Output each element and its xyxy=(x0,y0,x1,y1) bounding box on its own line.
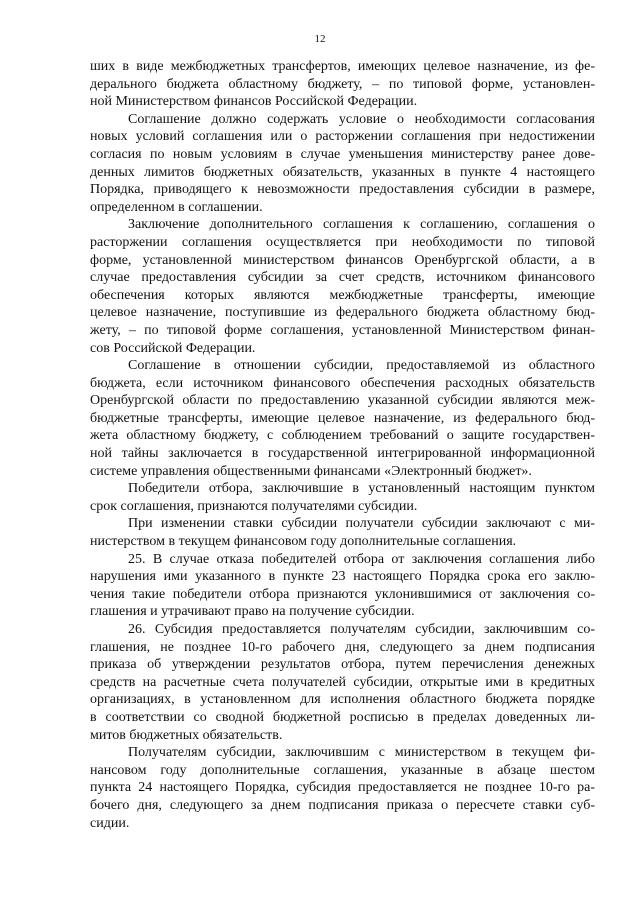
text-line: нансовом году дополнительные соглашения, указанные в абзаце шестом xyxy=(90,762,595,778)
paragraph xyxy=(90,515,595,550)
text-line: обеспечения которых являются межбюджетные трансферты, имеющие xyxy=(90,287,595,303)
text-line: чения такие победители отбора признаются уклонившимися от заключения со- xyxy=(90,586,595,602)
document-body xyxy=(90,58,595,832)
paragraph xyxy=(90,111,595,217)
paragraph xyxy=(90,621,595,744)
text-line: Соглашение должно содержать условие о необходимости согласования xyxy=(128,111,595,127)
paragraph xyxy=(90,551,595,621)
text-line: ной Министерством финансов Российской Федерации. xyxy=(90,94,418,110)
paragraph xyxy=(90,357,595,480)
paragraph xyxy=(90,58,595,111)
text-line: Оренбургской области по предоставлению указанной субсидии являются меж- xyxy=(90,393,595,409)
text-line: Получателям субсидии, заключившим с министерством в текущем фи- xyxy=(128,745,595,761)
text-line: целевое назначение, поступившие из федерального бюджета областному бюд- xyxy=(90,305,595,321)
text-line: дерального бюджета областному бюджету, – по типовой форме, установлен- xyxy=(90,76,595,92)
text-line: согласия по новым условиям в случае уменьшения министерству ранее дове- xyxy=(90,146,595,162)
text-line: средств на расчетные счета получателей субсидии, открытые ими в кредитных xyxy=(90,674,595,690)
text-line: ших в виде межбюджетных трансфертов, имеющих целевое назначение, из фе- xyxy=(90,59,595,74)
text-line: жета областному бюджету, с соблюдением требований о защите государствен- xyxy=(90,428,595,444)
text-line: 26. Субсидия предоставляется получателям субсидии, заключившим со- xyxy=(128,622,595,637)
page-number: 12 xyxy=(314,33,326,45)
text-line: новых условий соглашения или о расторжении соглашения при недостижении xyxy=(90,129,595,145)
text-line: денных лимитов бюджетных обязательств, указанных в пункте 4 настоящего xyxy=(90,164,595,180)
text-line: 25. В случае отказа победителей отбора от заключения соглашения либо xyxy=(128,551,595,567)
text-line: глашения и утрачивают право на получение субсидии. xyxy=(90,604,415,620)
text-line: Порядка, приводящего к невозможности предоставления субсидии в размере, xyxy=(90,182,595,198)
text-line: определенном в соглашении. xyxy=(90,199,263,215)
text-line: бюджета, если источником финансового обеспечения расходных обязательств xyxy=(90,375,595,391)
text-line: нарушения ими указанного в пункте 23 настоящего Порядка срока его заклю- xyxy=(90,569,595,585)
text-line: срок соглашения, признаются получателями субсидии. xyxy=(90,498,418,514)
text-line: расторжении соглашения осуществляется при необходимости по типовой xyxy=(90,234,595,250)
text-line: пункта 24 настоящего Порядка, субсидия предоставляется не позднее 10-го ра- xyxy=(90,780,595,796)
text-line: приказа об утверждении результатов отбора, путем перечисления денежных xyxy=(90,657,595,673)
text-line: жету, – по типовой форме соглашения, установленной Министерством финан- xyxy=(90,322,595,338)
text-line: Победители отбора, заключившие в установленный настоящим пунктом xyxy=(128,481,595,497)
text-line: системе управления общественными финансами «Электронный бюджет». xyxy=(90,463,532,479)
text-line: сов Российской Федерации. xyxy=(90,340,256,356)
text-line: сидии. xyxy=(90,815,130,831)
text-line: организациях, в установленном для исполнения областного бюджета порядке xyxy=(90,692,595,708)
text-line: При изменении ставки субсидии получатели субсидии заключают с ми- xyxy=(128,516,595,532)
text-line: бочего дня, следующего за днем подписания приказа о пересчете ставки суб- xyxy=(90,797,595,813)
text-line: нистерством в текущем финансовом году дополнительные соглашения. xyxy=(90,534,517,550)
text-line: глашения, не позднее 10-го рабочего дня, следующего за днем подписания xyxy=(90,639,595,655)
text-line: ной тайны заключается в государственной интегрированной информационной xyxy=(90,446,595,462)
paragraph xyxy=(90,744,595,832)
paragraph xyxy=(90,216,595,357)
text-line: митов бюджетных обязательств. xyxy=(90,727,283,743)
text-line: бюджетные трансферты, имеющие целевое назначение, из федерального бюд- xyxy=(90,410,595,426)
text-line: Соглашение в отношении субсидии, предоставляемой из областного xyxy=(128,358,595,374)
text-line: в соответствии со сводной бюджетной росписью в пределах доведенных ли- xyxy=(90,709,595,725)
text-line: случае предоставления субсидии за счет средств, источником финансового xyxy=(90,270,595,286)
text-line: форме, установленной министерством финансов Оренбургской области, а в xyxy=(90,252,595,268)
text-line: Заключение дополнительного соглашения к соглашению, соглашения о xyxy=(128,217,595,233)
paragraph xyxy=(90,480,595,515)
